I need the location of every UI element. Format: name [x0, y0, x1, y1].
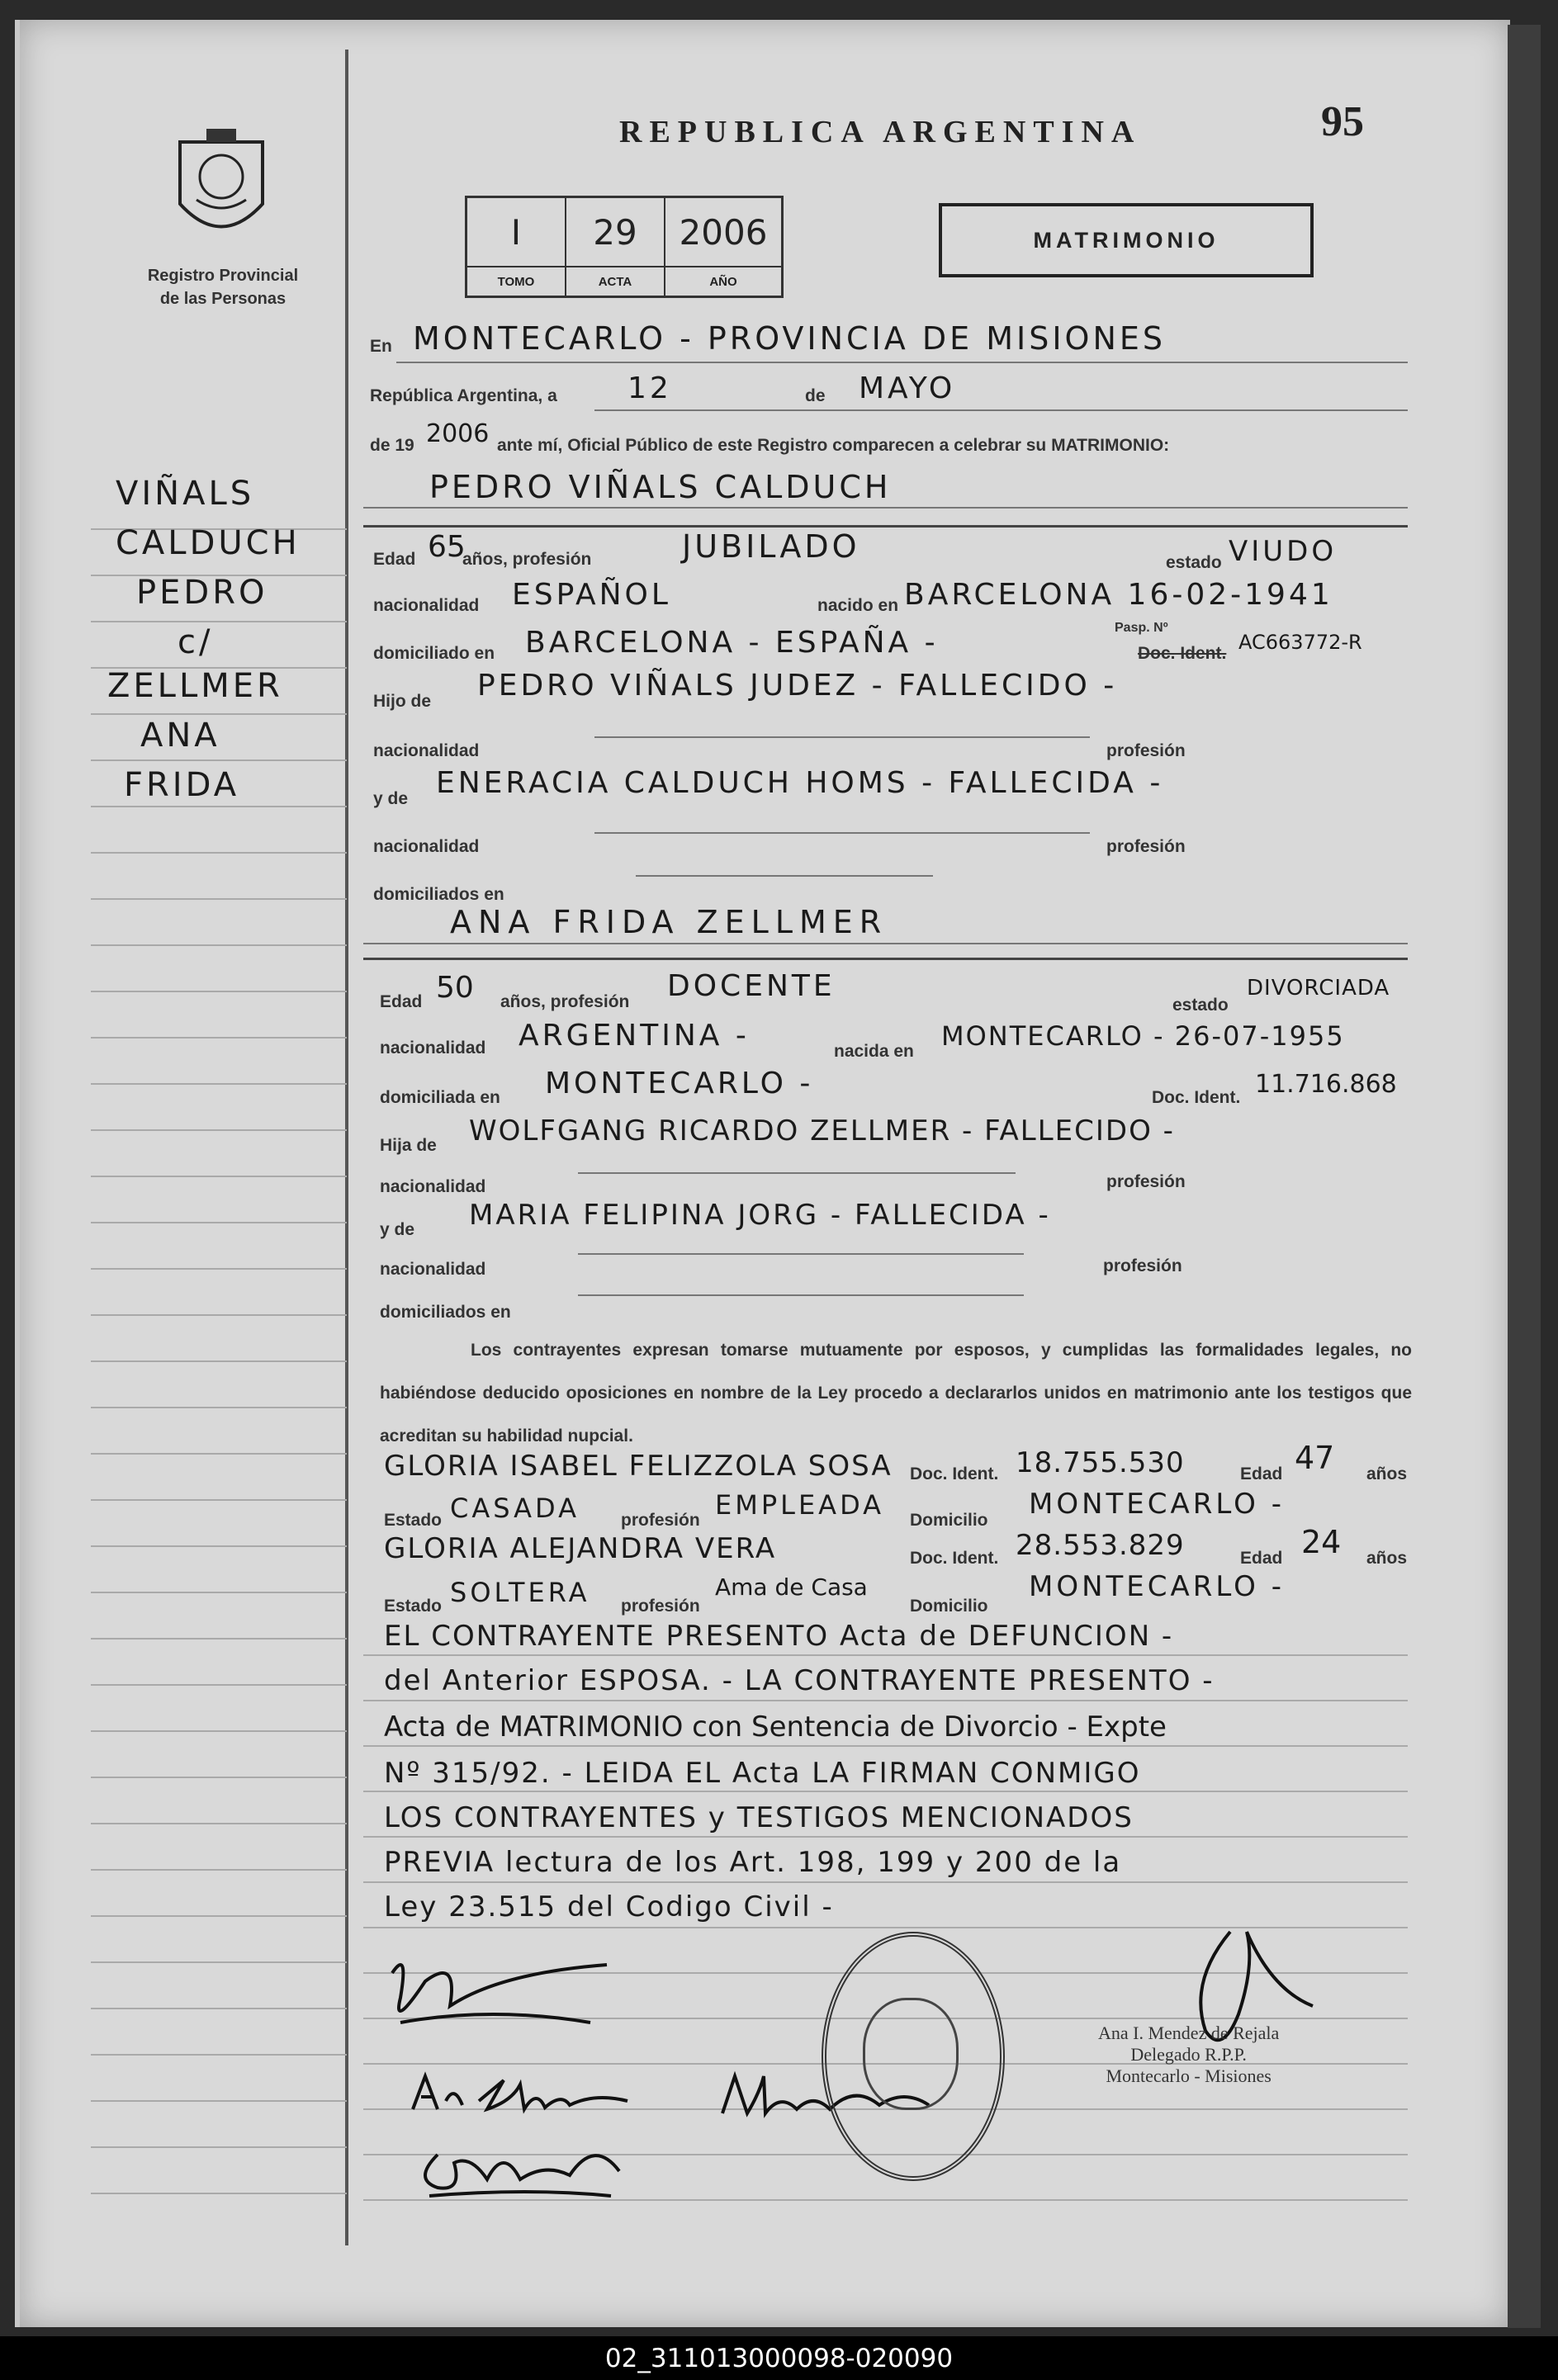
- domicilio-label: Domicilio: [910, 1597, 988, 1616]
- groom-doc: AC663772-R: [1238, 631, 1362, 654]
- estado-label: Estado: [384, 1597, 443, 1616]
- yde-label: y de: [373, 789, 409, 808]
- domiciliado-label: domiciliado en: [373, 644, 495, 663]
- groom-age: 65: [428, 530, 466, 564]
- intro-text: ante mí, Oficial Público de este Registro comparecen a celebrar su MATRIMONIO:: [497, 436, 1170, 455]
- bride-profession: DOCENTE: [667, 969, 836, 1003]
- bride-mother: MARIA FELIPINA JORG - FALLECIDA -: [469, 1199, 1051, 1232]
- margin-rule-line: [91, 1453, 347, 1455]
- field-rule: [578, 1294, 1024, 1296]
- note-line: Acta de MATRIMONIO con Sentencia de Divorcio - Expte: [384, 1710, 1167, 1744]
- field-rule: [594, 409, 1408, 411]
- margin-rule-line: [91, 806, 347, 807]
- field-rule: [636, 875, 933, 877]
- bride-age: 50: [436, 971, 474, 1005]
- body-rule-line: [363, 1700, 1408, 1701]
- witness-profession: Ama de Casa: [715, 1573, 868, 1601]
- doc-label: Doc. Ident.: [910, 1464, 999, 1483]
- estado-label: Estado: [384, 1511, 443, 1530]
- margin-rule-line: [91, 2193, 347, 2194]
- margin-rule-line: [91, 1777, 347, 1778]
- field-rule: [578, 1253, 1024, 1255]
- groom-name: PEDRO VIÑALS CALDUCH: [429, 469, 892, 505]
- groom-signature: [376, 1948, 623, 2056]
- field-rule: [578, 1172, 1016, 1174]
- bride-doc: 11.716.868: [1255, 1070, 1397, 1099]
- day-value: 12: [627, 371, 672, 405]
- field-rule: [363, 943, 1408, 944]
- note-line: Nº 315/92. - LEIDA EL Acta LA FIRMAN CONMIGO: [384, 1757, 1141, 1790]
- groom-estado: VIUDO: [1229, 535, 1338, 568]
- body-rule-line: [363, 1791, 1408, 1792]
- margin-rule-line: [91, 1638, 347, 1640]
- witness-profession: EMPLEADA: [715, 1489, 885, 1521]
- edad-label: Edad: [380, 992, 423, 1011]
- edad-label: Edad: [373, 550, 416, 569]
- estado-label: estado: [1166, 553, 1222, 572]
- bride-signature: [405, 2068, 636, 2126]
- republica-label: República Argentina, a: [370, 386, 557, 405]
- witness-estado: CASADA: [450, 1493, 580, 1524]
- profesion-label: profesión: [621, 1511, 700, 1530]
- official-block: [1098, 2023, 1279, 2087]
- field-rule: [594, 832, 1090, 834]
- body-rule-line: [363, 1745, 1408, 1747]
- scan-id-footer: 02_311013000098-020090: [0, 2336, 1558, 2380]
- margin-rule-line: [91, 713, 347, 715]
- hijo-label: Hijo de: [373, 692, 432, 711]
- estado-label: estado: [1172, 996, 1229, 1015]
- bride-birth: MONTECARLO - 26-07-1955: [941, 1020, 1345, 1052]
- groom-mother: ENERACIA CALDUCH HOMS - FALLECIDA -: [436, 766, 1164, 800]
- page-number: 95: [1321, 98, 1364, 145]
- groom-profession: JUBILADO: [682, 528, 860, 565]
- witness-domicile: MONTECARLO -: [1029, 1570, 1285, 1603]
- doc-label: Doc. Ident.: [1138, 644, 1227, 663]
- profesion-label: profesión: [1106, 1172, 1186, 1191]
- de-label: de: [805, 386, 826, 405]
- anos-profesion-label: años, profesión: [462, 550, 592, 569]
- month-value: MAYO: [859, 371, 956, 405]
- margin-rule-line: [91, 898, 347, 900]
- margin-rule-line: [91, 1823, 347, 1824]
- section-divider: [363, 525, 1408, 528]
- margin-note-line: ZELLMER: [107, 667, 283, 705]
- nacionalidad-label: nacionalidad: [380, 1039, 486, 1058]
- margin-rule-line: [91, 1314, 347, 1316]
- stamp-emblem-icon: [863, 1998, 959, 2110]
- tomo-label: TOMO: [467, 266, 566, 296]
- official-name: Ana I. Mendez de Rejala: [1098, 2023, 1280, 2043]
- margin-note-line: CALDUCH: [116, 524, 301, 562]
- witness-signature: [405, 2138, 636, 2204]
- profesion-label: profesión: [1106, 837, 1186, 856]
- anos-label: años: [1366, 1464, 1408, 1483]
- margin-note-line: PEDRO: [136, 574, 268, 612]
- margin-rule-line: [91, 1545, 347, 1547]
- ano-label: AÑO: [665, 266, 781, 296]
- official-office: Montecarlo - Misiones: [1106, 2065, 1271, 2086]
- ano-value: 2006: [679, 211, 768, 253]
- bride-nationality: ARGENTINA -: [519, 1019, 750, 1053]
- declaration-text: Los contrayentes expresan tomarse mutuamente por esposos, y cumplidas las formalidades legales, no habiéndose deducido oposiciones en nombre de la Ley procedo a declararlos unidos en matrimonio ante los testigos que acreditan su habilidad nupcial.: [380, 1341, 1412, 1446]
- margin-rule-line: [91, 759, 347, 761]
- groom-father: PEDRO VIÑALS JUDEZ - FALLECIDO -: [477, 669, 1118, 703]
- doc-label: Doc. Ident.: [1152, 1088, 1241, 1107]
- document-country-title: REPUBLICA ARGENTINA: [619, 115, 1142, 149]
- margin-rule-line: [91, 2146, 347, 2148]
- margin-rule-line: [91, 621, 347, 622]
- margin-rule-line: [91, 944, 347, 946]
- en-label: En: [370, 337, 392, 356]
- bride-estado: DIVORCIADA: [1247, 976, 1390, 1001]
- margin-rule-line: [91, 1037, 347, 1039]
- nacionalidad-label: nacionalidad: [373, 741, 480, 760]
- note-line: PREVIA lectura de los Art. 198, 199 y 200 de la: [384, 1846, 1122, 1879]
- field-rule: [594, 736, 1090, 738]
- margin-rule-line: [91, 1222, 347, 1223]
- nacida-label: nacida en: [834, 1042, 914, 1061]
- margin-rule-line: [91, 1083, 347, 1085]
- margin-note-line: FRIDA: [124, 766, 240, 804]
- margin-rule-line: [91, 1176, 347, 1177]
- margin-rule-line: [91, 1268, 347, 1270]
- official-title: Delegado R.P.P.: [1130, 2044, 1247, 2065]
- field-rule: [396, 362, 1408, 363]
- margin-note-line: ANA: [140, 717, 220, 755]
- edad-label: Edad: [1240, 1549, 1283, 1568]
- book-spine: [1508, 25, 1541, 2328]
- bride-name: ANA FRIDA ZELLMER: [450, 904, 888, 940]
- body-rule-line: [363, 1881, 1408, 1883]
- witness-name: GLORIA ISABEL FELIZZOLA SOSA: [384, 1450, 893, 1483]
- place-value: MONTECARLO - PROVINCIA DE MISIONES: [413, 320, 1167, 357]
- field-rule: [363, 507, 1408, 509]
- anos-profesion-label: años, profesión: [500, 992, 630, 1011]
- nacionalidad-label: nacionalidad: [373, 596, 480, 615]
- margin-rule-line: [91, 1869, 347, 1871]
- domiciliada-label: domiciliada en: [380, 1088, 500, 1107]
- registry-reference-box: [465, 196, 784, 298]
- bride-domicile: MONTECARLO -: [545, 1067, 814, 1100]
- body-rule-line: [363, 1836, 1408, 1838]
- profesion-label: profesión: [621, 1597, 700, 1616]
- nacionalidad-label: nacionalidad: [373, 837, 480, 856]
- nacido-label: nacido en: [817, 596, 899, 615]
- bride-father: WOLFGANG RICARDO ZELLMER - FALLECIDO -: [469, 1114, 1175, 1147]
- margin-rule-line: [91, 1915, 347, 1917]
- groom-domicile: BARCELONA - ESPAÑA -: [525, 626, 939, 660]
- margin-rule-line: [91, 1592, 347, 1593]
- domiciliados-label: domiciliados en: [373, 885, 504, 904]
- doc-label: Doc. Ident.: [910, 1549, 999, 1568]
- note-line: del Anterior ESPOSA. - LA CONTRAYENTE PRESENTO -: [384, 1664, 1215, 1697]
- margin-rule-line: [91, 2008, 347, 2009]
- note-line: LOS CONTRAYENTES y TESTIGOS MENCIONADOS: [384, 1801, 1134, 1834]
- hija-label: Hija de: [380, 1136, 437, 1155]
- margin-rule-line: [91, 2100, 347, 2102]
- margin-rule-line: [91, 1499, 347, 1501]
- yde-label: y de: [380, 1220, 415, 1239]
- domiciliados-label: domiciliados en: [380, 1303, 511, 1322]
- margin-rule-line: [91, 852, 347, 854]
- groom-birth: BARCELONA 16-02-1941: [904, 578, 1333, 612]
- margin-rule-line: [91, 1961, 347, 1963]
- anos-label: años: [1366, 1549, 1408, 1568]
- note-line: EL CONTRAYENTE PRESENTO Acta de DEFUNCION -: [384, 1620, 1174, 1653]
- margin-rule-line: [91, 2054, 347, 2056]
- provincial-seal-icon: [163, 125, 279, 249]
- groom-nationality: ESPAÑOL: [512, 578, 671, 612]
- note-line: Ley 23.515 del Codigo Civil -: [384, 1890, 834, 1923]
- margin-rule-line: [91, 1684, 347, 1686]
- edad-label: Edad: [1240, 1464, 1283, 1483]
- pasp-label: Pasp. Nº: [1115, 621, 1168, 635]
- tomo-value: I: [467, 198, 566, 266]
- nacionalidad-label: nacionalidad: [380, 1177, 486, 1196]
- margin-rule-line: [91, 1360, 347, 1362]
- witness-domicile: MONTECARLO -: [1029, 1488, 1285, 1521]
- margin-rule-line: [91, 1129, 347, 1131]
- year-value: 2006: [426, 419, 490, 448]
- section-divider: [363, 958, 1408, 960]
- profesion-label: profesión: [1106, 741, 1186, 760]
- witness-estado: SOLTERA: [450, 1577, 590, 1608]
- witness-doc: 28.553.829: [1016, 1529, 1185, 1562]
- nacionalidad-label: nacionalidad: [380, 1260, 486, 1279]
- office-name: Registro Provincial de las Personas: [147, 267, 299, 308]
- margin-rule-line: [91, 1407, 347, 1408]
- domicilio-label: Domicilio: [910, 1511, 988, 1530]
- profesion-label: profesión: [1103, 1256, 1182, 1275]
- witness-age: 47: [1295, 1440, 1335, 1476]
- acta-value: 29: [566, 198, 665, 266]
- witness-name: GLORIA ALEJANDRA VERA: [384, 1532, 777, 1565]
- margin-note-line: c/: [178, 623, 214, 661]
- margin-note-line: VIÑALS: [116, 475, 255, 513]
- acta-label: ACTA: [566, 266, 665, 296]
- margin-rule-line: [91, 991, 347, 992]
- body-rule-line: [363, 1654, 1408, 1656]
- act-type-box: MATRIMONIO: [939, 203, 1314, 277]
- year-prefix: de 19: [370, 436, 414, 455]
- witness-age: 24: [1301, 1524, 1342, 1560]
- margin-rule-line: [91, 1730, 347, 1732]
- witness-doc: 18.755.530: [1016, 1446, 1185, 1479]
